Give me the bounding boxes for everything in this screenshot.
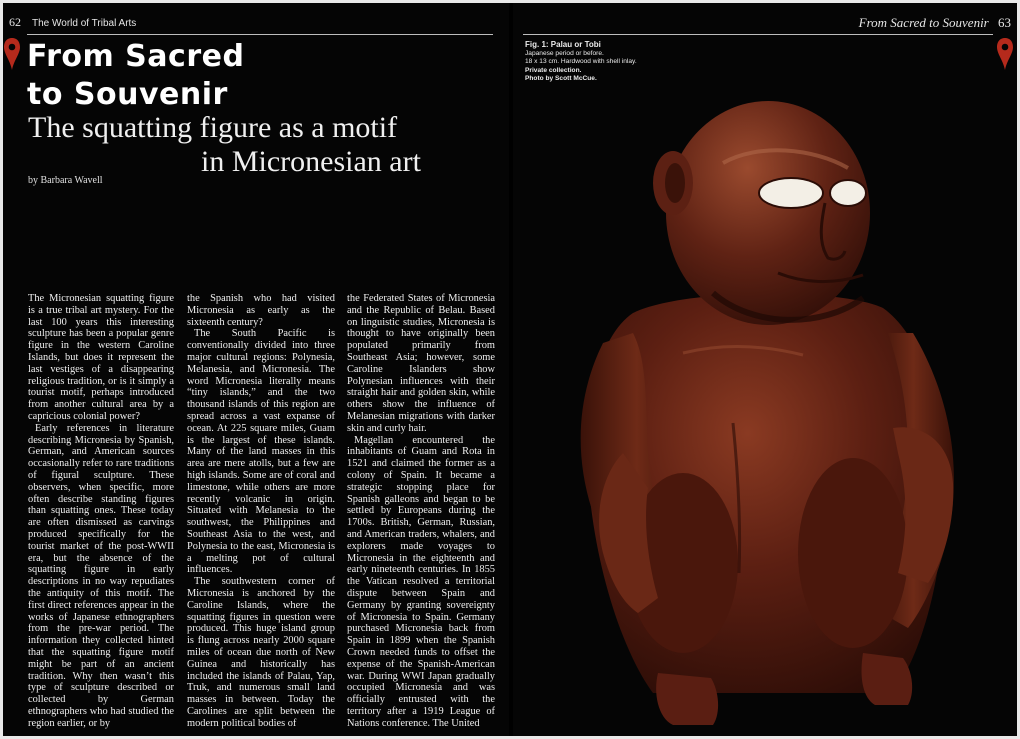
right-header-title: From Sacred to Souvenir [858, 15, 989, 30]
caption-line: 18 x 13 cm. Hardwood with shell inlay. [525, 58, 637, 66]
paragraph: Magellan encountered the inhabitants of Guam and Rota in 1521 and claimed the former as a colony of Spain. It became a strategic stopping place for Spanish galleons and began to be settled by Europeans during the 1700s. British, German, Russian, and American traders, whalers, and explorers made voyages to Micronesia in the eighteenth and early nineteenth centuries. In 1855 the Vatican resolved a territorial dispute between Spain and Germany by granting sovereignty of Micronesia to Spain. Germany purchased Micronesia back from Spain in 1899 when the Spanish Crown needed funds to offset the expense of the Spanish-American war. During WWI Japan gradually occupied Micronesia and was officially entrusted with the territory after a 1919 League of Nations conference. The United [347, 434, 495, 729]
article-subtitle [28, 111, 448, 179]
paragraph: the Federated States of Micronesia and the Republic of Belau. Based on linguistic studies, Micronesia is thought to have originally been populated primarily from Southeast Asia; however, some Caroline Islanders show Polynesian influences with their straight hair and golden skin, while others show the influence of Melanesian migrations with darker skin and curly hair. [347, 293, 495, 434]
map-pin-icon [3, 37, 21, 71]
paragraph: Early references in literature describing Micronesia by Spanish, German, and American sources occasionally refer to rare traditions of figural sculpture. These observers, when specific, more often describe standing figures than squatting ones. These today are often dismissed as carvings produced specifically for the tourist market of the post-WWII era, but the absence of the squatting figure in early descriptions in no way repudiates the antiquity of this motif. The first direct references appear in the works of Japanese ethnographers from the pre-war period. The information they collected hinted that the squatting figure motif might be part of an ancient tradition. Why then wasn’t this type of sculpture described or collected by German ethnographers who had studied the region earlier, or by [28, 422, 174, 729]
caption-figure-title: Fig. 1: Palau or Tobi [525, 40, 601, 49]
paragraph: The Micronesian squatting figure is a true tribal art mystery. For the last 100 years this interesting sculpture has been a popular genre figure in the western Caroline Islands, but does it represent the last vestiges of a disappearing religious tradition, or is it simply a tourist motif, perhaps introduced from another cultural area by a capricious colonial power? [28, 293, 174, 422]
paragraph: the Spanish who had visited Micronesia as early as the sixteenth century? [187, 293, 335, 328]
caption-line: Private collection. [525, 66, 582, 74]
page-gutter [509, 3, 513, 736]
right-header-rule [523, 34, 993, 35]
article-title [27, 38, 244, 114]
caption-line: Japanese period or before. [525, 50, 604, 57]
paragraph: The South Pacific is conventionally divided into three major cultural regions: Polynesia, Melanesia, and Micronesia. The word Micronesia literally means “tiny islands,” and the two thousand islands of this region are spread across a vast expanse of ocean. At 225 square miles, Guam is the largest of these islands. Many of the land masses in this area are mere atolls, but a few are high islands. Some are of coral and limestone, while others are more recently volcanic in origin. Situated with Melanesia to the southwest, the Philippines and Southeast Asia to the west, and Polynesia to the east, Micronesia is a melting pot of cultural influences. [187, 328, 335, 576]
caption-line: Photo by Scott McCue. [525, 75, 597, 83]
left-header-rule [27, 34, 493, 35]
right-running-header [859, 15, 1011, 31]
subtitle-line: The squatting figure as a motif [28, 111, 398, 144]
left-header-title: The World of Tribal Arts [32, 18, 137, 29]
text-column-3 [347, 293, 495, 729]
byline: by Barbara Wavell [28, 175, 103, 186]
left-running-header [9, 15, 136, 30]
title-line: From Sacred [27, 39, 245, 74]
text-column-1 [28, 293, 174, 729]
squatting-figure-photo [563, 93, 963, 733]
right-page-number: 63 [998, 15, 1011, 30]
map-pin-icon [996, 37, 1014, 71]
magazine-spread [3, 3, 1017, 736]
figure-caption [525, 40, 637, 84]
paragraph: The southwestern corner of Micronesia is anchored by the Caroline Islands, where the squatting figures in question were produced. This huge island group is flung across nearly 2000 square miles of ocean due north of New Guinea and historically has included the islands of Palau, Yap, Truk, and numerous small land masses in between. Today the Carolines are split between the modern political bodies of [187, 576, 335, 729]
left-page-number: 62 [9, 15, 21, 29]
text-column-2 [187, 293, 335, 729]
subtitle-line: in Micronesian art [201, 145, 421, 178]
title-line: to Souvenir [27, 77, 228, 112]
